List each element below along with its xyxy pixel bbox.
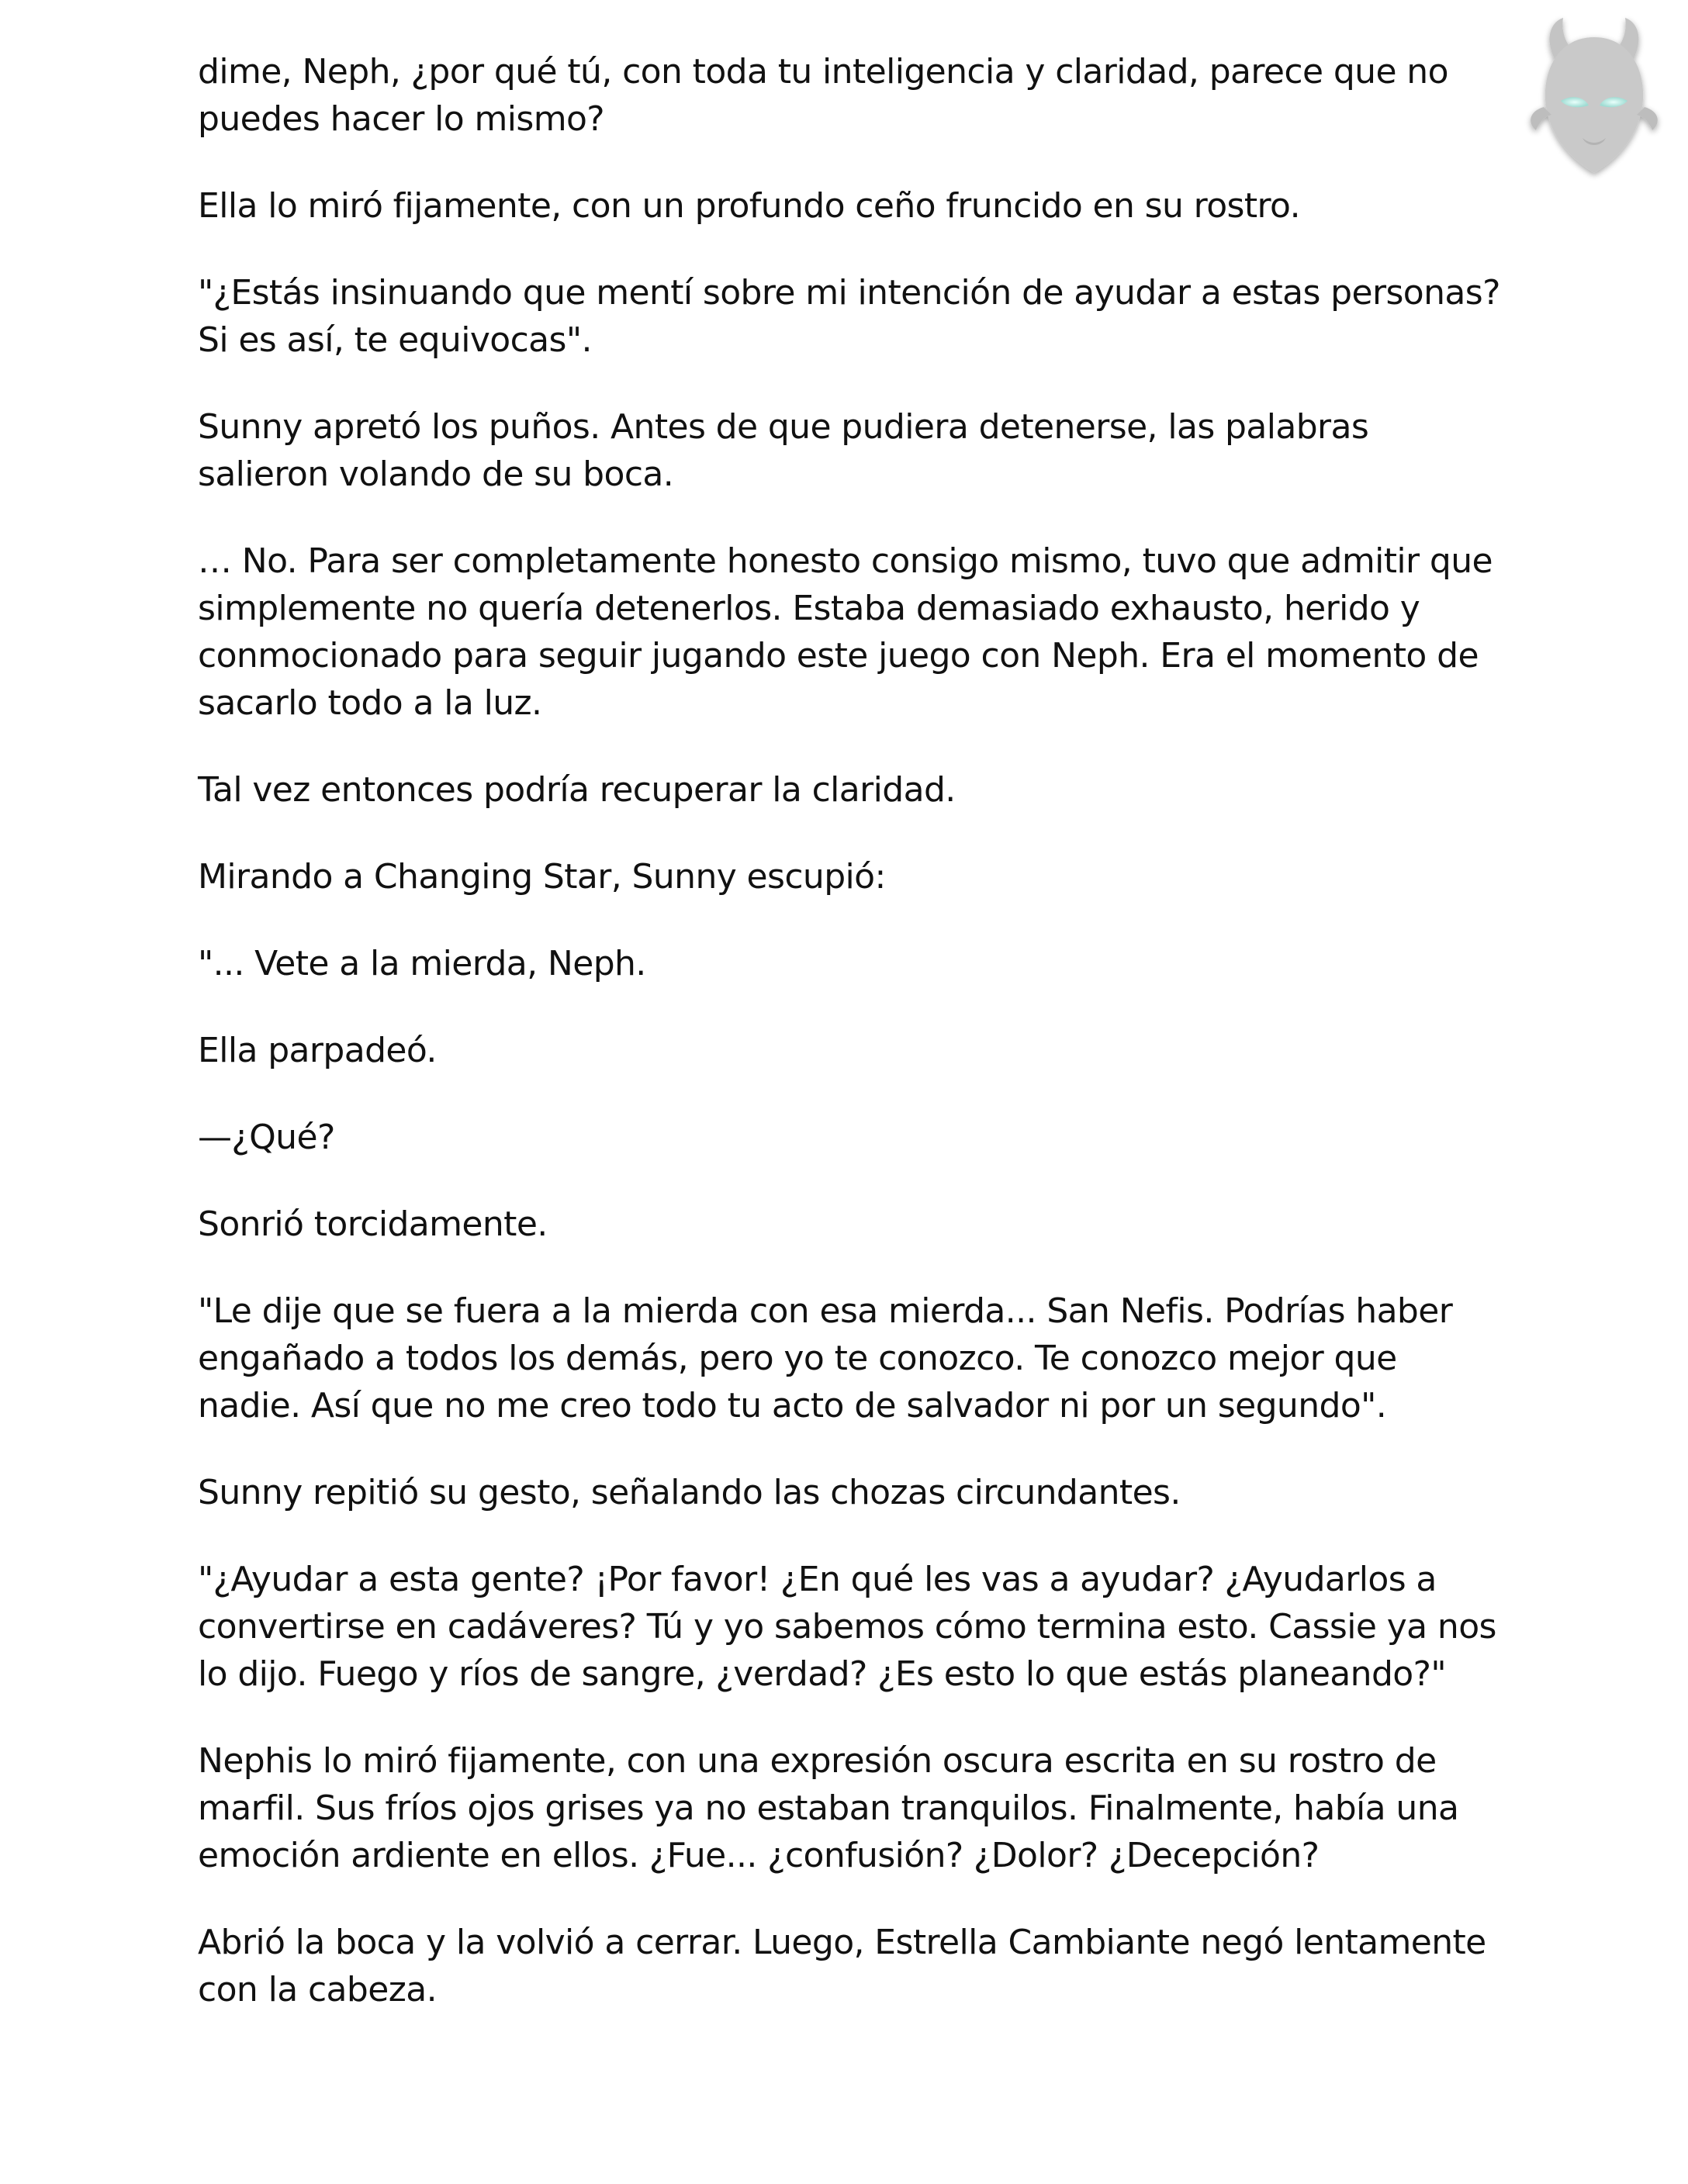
paragraph: Ella lo miró fijamente, con un profundo ceño fruncido en su rostro. bbox=[198, 186, 1300, 226]
paragraph: "... Vete a la mierda, Neph. bbox=[198, 944, 646, 983]
paragraph: … No. Para ser completamente honesto consigo mismo, tuvo que admitir que simplemente no quería detenerlos. Estaba demasiado exhausto, herido y conmocionado para seguir jugando este juego con Neph. Era el momento de sacarlo todo a la luz. bbox=[198, 541, 1493, 723]
paragraph: Mirando a Changing Star, Sunny escupió: bbox=[198, 857, 886, 897]
paragraph: dime, Neph, ¿por qué tú, con toda tu inteligencia y claridad, parece que no puedes hacer lo mismo? bbox=[198, 52, 1448, 139]
demon-head-icon bbox=[1520, 14, 1668, 192]
paragraph: Ella parpadeó. bbox=[198, 1031, 437, 1070]
paragraph: "Le dije que se fuera a la mierda con esa mierda... San Nefis. Podrías haber engañado a todos los demás, pero yo te conozco. Te conozco mejor que nadie. Así que no me creo todo tu acto de salvador ni por un segundo". bbox=[198, 1291, 1453, 1425]
paragraph: —¿Qué? bbox=[198, 1118, 335, 1157]
paragraph: Sunny apretó los puños. Antes de que pudiera detenerse, las palabras salieron volando de su boca. bbox=[198, 407, 1369, 494]
paragraph: Sunny repitió su gesto, señalando las chozas circundantes. bbox=[198, 1473, 1181, 1512]
paragraph: "¿Ayudar a esta gente? ¡Por favor! ¿En qué les vas a ayudar? ¿Ayudarlos a convertirse en cadáveres? Tú y yo sabemos cómo termina esto. Cassie ya nos lo dijo. Fuego y ríos de sangre, ¿verdad? ¿Es esto lo que estás planeando?" bbox=[198, 1560, 1496, 1694]
paragraph: Abrió la boca y la volvió a cerrar. Luego, Estrella Cambiante negó lentamente con la cabeza. bbox=[198, 1923, 1486, 2009]
paragraph: "¿Estás insinuando que mentí sobre mi intención de ayudar a estas personas? Si es así, te equivocas". bbox=[198, 273, 1500, 360]
paragraph: Tal vez entonces podría recuperar la claridad. bbox=[198, 770, 956, 810]
paragraph: Nephis lo miró fijamente, con una expresión oscura escrita en su rostro de marfil. Sus fríos ojos grises ya no estaban tranquilos. Finalmente, había una emoción ardiente en ellos. ¿Fue... ¿confusión? ¿Dolor? ¿Decepción? bbox=[198, 1741, 1459, 1875]
document-body bbox=[198, 48, 1509, 2053]
paragraph: Sonrió torcidamente. bbox=[198, 1204, 548, 1244]
